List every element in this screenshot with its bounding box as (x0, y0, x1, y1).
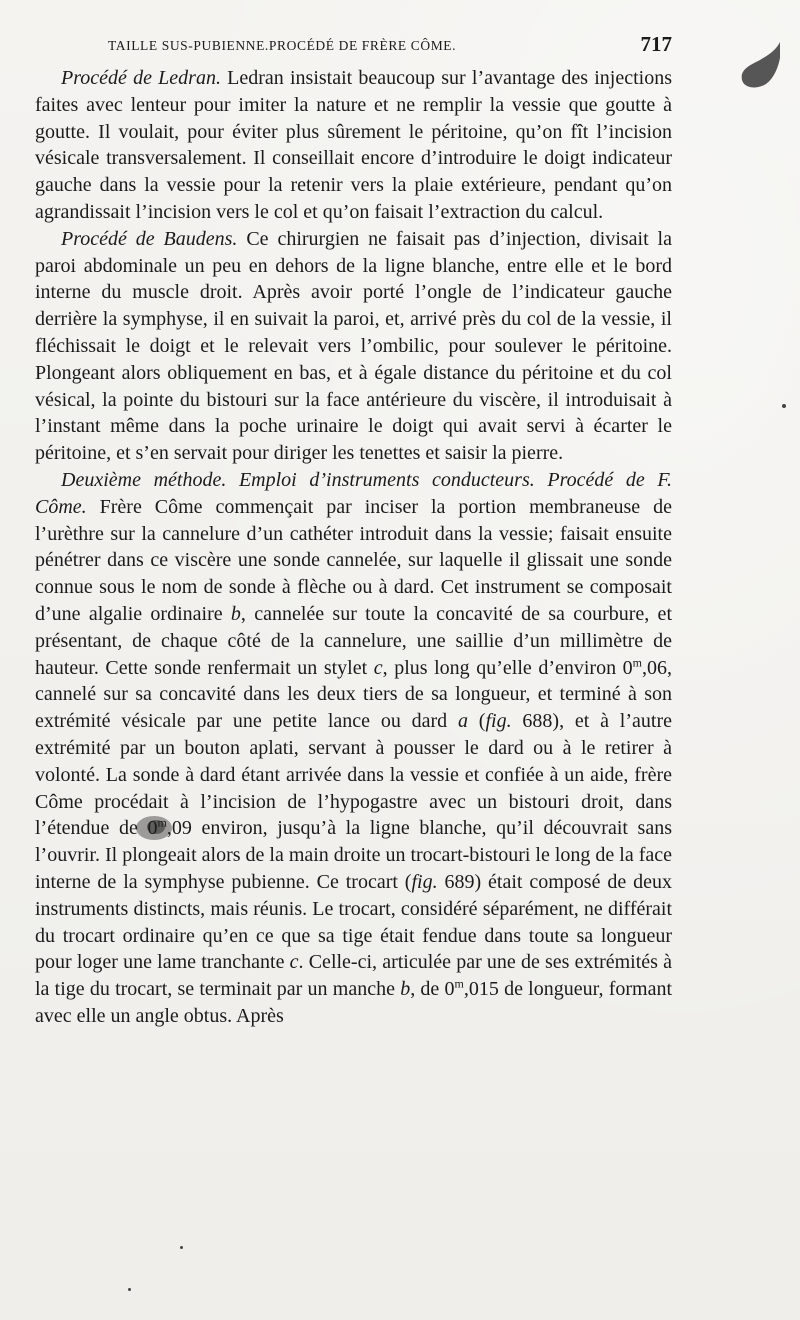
run-in-heading: Deuxième méthode. Emploi d’instruments conducteurs. Procédé de F. Côme. (35, 468, 672, 518)
body-text (35, 65, 672, 1030)
paragraph-baudens (35, 226, 672, 467)
running-title: TAILLE SUS-PUBIENNE.PROCÉDÉ DE FRÈRE CÔME. (108, 38, 457, 53)
paragraph-frere-come (35, 467, 672, 1030)
paragraph-text: ( (467, 710, 486, 733)
paragraph-text: 688), et à l’autre extrémité par un bouton aplati, servant à pousser le dard ou à le retirer à volonté. La sonde à dard étant arrivée dans la vessie et confiée à un aide, frère Côme procédait à l’incision de l’hypogastre avec un bistouri droit, dans l’étendue de 0 (35, 710, 672, 840)
italic-term: c (289, 951, 299, 974)
ink-stain-mark (730, 40, 782, 92)
ink-speck (180, 1246, 183, 1249)
paragraph-text: , cannelée sur toute la concavité de sa courbure, et présentant, de chaque côté de la cannelure, une saillie d’un millimètre de hauteur. Cette sonde renfermait un stylet (35, 602, 672, 679)
paragraph-text: ,06, cannelé sur sa concavité dans les deux tiers de sa longueur, et terminé à son extrémité vésicale par une petite lance ou dard (35, 656, 672, 733)
unit-superscript: m (454, 976, 464, 991)
run-in-heading: Procédé de Ledran. (61, 67, 221, 89)
paragraph-text: , de 0 (410, 978, 455, 1001)
paragraph-text: ,09 environ, jusqu’à la ligne blanche, qu’il découvrait sans l’ouvrir. Il plongeait alors de la main droite un trocart-bistouri le long de la face interne de la symphyse pubienne. Ce trocart ( (35, 817, 673, 893)
unit-superscript: m (157, 815, 167, 830)
italic-term: a (457, 710, 468, 733)
paragraph-ledran (35, 65, 672, 226)
paragraph-text: ,015 de longueur, formant avec elle un angle obtus. Après (35, 978, 672, 1027)
paragraph-text: Ce chirurgien ne faisait pas d’injection, divisait la paroi abdominale un peu en dehors de la ligne blanche, entre elle et le bord interne du muscle droit. Après avoir porté l’ongle de l’indicateur gauche derrière la symphyse, il en suivait la paroi, et, arrivé près du col de la vessie, il fléchissait le doigt et le relevait vers l’ombilic, pour soulever le péritoine. Plongeant alors obliquement en bas, et à égale distance du péritoine et du col vésical, la pointe du bistouri sur la face antérieure du viscère, il introduisait à l’instant même dans la poche urinaire le doigt qui avait servi à écarter le péritoine, et s’en servait pour diriger les tenettes et saisir la pierre. (35, 227, 672, 465)
paragraph-text: Ledran insistait beaucoup sur l’avantage des injections faites avec lenteur pour imiter la nature et ne remplir la vessie que goutte à goutte. Il voulait, pour éviter plus sûrement le péritoine, qu’on fît l’incision vésicale transversalement. Il conseillait encore d’introduire le doigt indicateur gauche dans la vessie pour la retenir vers la plaie extérieure, pendant qu’on agrandissait l’incision vers le col et qu’on faisait l’extraction du calcul. (35, 67, 672, 223)
paragraph-text: . Celle-ci, articulée par une de ses extrémités à la tige du trocart, se terminait par un manche (35, 951, 672, 1001)
ink-speck (782, 404, 786, 408)
paragraph-text: , plus long qu’elle d’environ 0 (382, 656, 633, 679)
italic-term: fig. (485, 710, 512, 733)
italic-term: b (400, 978, 411, 1001)
paragraph-text: Frère Côme commençait par inciser la portion membraneuse de l’urèthre sur la cannelure d’un cathéter introduit dans la vessie; faisait ensuite pénétrer dans ce viscère une sonde cannelée, sur laquelle il glissait une sonde connue sous le nom de sonde à flèche ou à dard. Cet instrument se composait d’une algalie ordinaire (35, 495, 672, 625)
run-in-heading: Procédé de Baudens. (61, 227, 238, 250)
page-number: 717 (640, 32, 672, 56)
ink-speck (128, 1288, 131, 1291)
running-head (92, 32, 672, 60)
italic-term: c (373, 656, 383, 679)
italic-term: fig. (411, 870, 438, 893)
italic-term: b (230, 602, 241, 625)
unit-superscript: m (632, 654, 642, 669)
paragraph-text: 689) était composé de deux instruments distincts, mais réunis. Le trocart, considéré séparément, ne différait du trocart ordinaire qu’en ce que sa tige était fendue dans toute sa longueur pour loger une lame tranchante (35, 870, 672, 974)
